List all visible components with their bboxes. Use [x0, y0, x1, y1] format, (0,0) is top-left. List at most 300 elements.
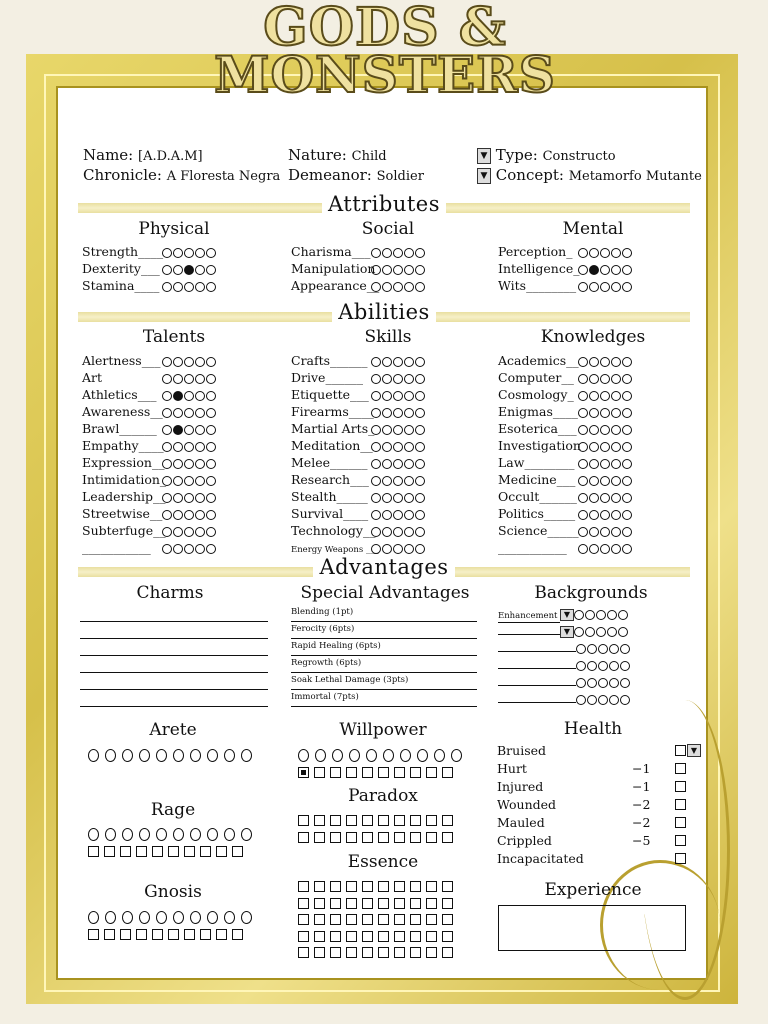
rating-dot[interactable] [393, 476, 403, 486]
rating-dot[interactable] [618, 627, 628, 637]
rating-dot[interactable] [618, 610, 628, 620]
tracker-box[interactable] [136, 846, 147, 857]
essence-box[interactable] [410, 931, 421, 942]
rating-dot[interactable] [589, 544, 599, 554]
rating-dot[interactable] [611, 374, 621, 384]
trait-dots[interactable] [371, 438, 426, 453]
essence-box[interactable] [426, 898, 437, 909]
arete-dots[interactable] [88, 745, 258, 764]
concept-dropdown-button[interactable]: ▼ [477, 168, 491, 184]
rating-dot[interactable] [578, 265, 588, 275]
rating-dot[interactable] [207, 749, 218, 762]
rating-dot[interactable] [596, 610, 606, 620]
name-field[interactable]: [A.D.A.M] [138, 149, 203, 164]
rating-dot[interactable] [589, 265, 599, 275]
rating-dot[interactable] [184, 442, 194, 452]
rating-dot[interactable] [162, 425, 172, 435]
essence-box[interactable] [314, 881, 325, 892]
rating-dot[interactable] [620, 661, 630, 671]
rating-dot[interactable] [184, 459, 194, 469]
essence-box[interactable] [394, 881, 405, 892]
rating-dot[interactable] [371, 459, 381, 469]
rating-dot[interactable] [607, 627, 617, 637]
rating-dot[interactable] [173, 527, 183, 537]
rating-dot[interactable] [382, 459, 392, 469]
rating-dot[interactable] [315, 749, 326, 762]
essence-box[interactable] [362, 931, 373, 942]
rating-dot[interactable] [184, 391, 194, 401]
trait-dots[interactable] [578, 472, 633, 487]
paradox-box[interactable] [314, 832, 325, 843]
rating-dot[interactable] [611, 442, 621, 452]
rating-dot[interactable] [371, 265, 381, 275]
rating-dot[interactable] [404, 493, 414, 503]
tracker-box[interactable] [104, 846, 115, 857]
rating-dot[interactable] [371, 282, 381, 292]
special-advantage-line[interactable]: Ferocity (6pts) [291, 622, 477, 639]
rating-dot[interactable] [156, 828, 167, 841]
rating-dot[interactable] [622, 544, 632, 554]
rating-dot[interactable] [600, 374, 610, 384]
rating-dot[interactable] [139, 828, 150, 841]
rating-dot[interactable] [371, 493, 381, 503]
essence-box[interactable] [298, 914, 309, 925]
rating-dot[interactable] [400, 749, 411, 762]
rating-dot[interactable] [371, 476, 381, 486]
rating-dot[interactable] [206, 391, 216, 401]
tracker-box[interactable] [200, 929, 211, 940]
rating-dot[interactable] [241, 749, 252, 762]
tracker-box[interactable] [168, 846, 179, 857]
paradox-box[interactable] [346, 832, 357, 843]
trait-dots[interactable] [578, 455, 633, 470]
rating-dot[interactable] [184, 357, 194, 367]
paradox-box[interactable] [314, 815, 325, 826]
rating-dot[interactable] [622, 265, 632, 275]
trait-dots[interactable] [371, 353, 426, 368]
rating-dot[interactable] [184, 527, 194, 537]
rating-dot[interactable] [622, 391, 632, 401]
rating-dot[interactable] [184, 265, 194, 275]
rating-dot[interactable] [596, 627, 606, 637]
rating-dot[interactable] [156, 749, 167, 762]
rating-dot[interactable] [195, 265, 205, 275]
essence-box[interactable] [314, 931, 325, 942]
rating-dot[interactable] [173, 265, 183, 275]
trait-dots[interactable] [371, 370, 426, 385]
rating-dot[interactable] [415, 282, 425, 292]
trait-dots[interactable] [162, 278, 217, 293]
tracker-box[interactable] [346, 767, 357, 778]
rating-dot[interactable] [224, 828, 235, 841]
tracker-box[interactable] [442, 767, 453, 778]
rating-dot[interactable] [382, 425, 392, 435]
rating-dot[interactable] [195, 282, 205, 292]
rating-dot[interactable] [393, 527, 403, 537]
rating-dot[interactable] [451, 749, 462, 762]
essence-box[interactable] [298, 947, 309, 958]
rating-dot[interactable] [611, 544, 621, 554]
rating-dot[interactable] [622, 493, 632, 503]
rating-dot[interactable] [382, 510, 392, 520]
rating-dot[interactable] [206, 248, 216, 258]
essence-box[interactable] [426, 931, 437, 942]
trait-dots[interactable] [162, 244, 217, 259]
essence-box[interactable] [298, 931, 309, 942]
rating-dot[interactable] [576, 678, 586, 688]
rating-dot[interactable] [393, 408, 403, 418]
background-label[interactable] [498, 622, 560, 635]
essence-box[interactable] [314, 898, 325, 909]
tracker-box[interactable] [232, 929, 243, 940]
rating-dot[interactable] [184, 510, 194, 520]
rating-dot[interactable] [122, 828, 133, 841]
rating-dot[interactable] [139, 749, 150, 762]
rating-dot[interactable] [404, 442, 414, 452]
rating-dot[interactable] [393, 357, 403, 367]
trait-dots[interactable] [578, 353, 633, 368]
rating-dot[interactable] [393, 265, 403, 275]
trait-dots[interactable] [578, 523, 633, 538]
concept-field[interactable]: Metamorfo Mutante [568, 169, 702, 184]
rating-dot[interactable] [589, 357, 599, 367]
trait-dots[interactable] [578, 438, 633, 453]
rating-dot[interactable] [349, 749, 360, 762]
demeanor-field[interactable]: Soldier [376, 169, 424, 184]
rating-dot[interactable] [184, 493, 194, 503]
tracker-box[interactable] [168, 929, 179, 940]
tracker-box[interactable] [104, 929, 115, 940]
tracker-box[interactable] [378, 767, 389, 778]
rating-dot[interactable] [404, 425, 414, 435]
rating-dot[interactable] [620, 644, 630, 654]
rating-dot[interactable] [393, 544, 403, 554]
rating-dot[interactable] [585, 610, 595, 620]
rating-dot[interactable] [611, 476, 621, 486]
background-label[interactable] [498, 639, 576, 652]
rating-dot[interactable] [600, 248, 610, 258]
rating-dot[interactable] [589, 493, 599, 503]
rating-dot[interactable] [578, 391, 588, 401]
rating-dot[interactable] [589, 282, 599, 292]
rating-dot[interactable] [404, 357, 414, 367]
trait-dots[interactable] [162, 489, 217, 504]
rating-dot[interactable] [415, 357, 425, 367]
trait-dots[interactable] [162, 506, 217, 521]
rating-dot[interactable] [622, 248, 632, 258]
essence-box[interactable] [298, 898, 309, 909]
rating-dot[interactable] [578, 493, 588, 503]
rating-dot[interactable] [382, 408, 392, 418]
paradox-box[interactable] [298, 832, 309, 843]
rating-dot[interactable] [184, 425, 194, 435]
rating-dot[interactable] [404, 527, 414, 537]
essence-box[interactable] [346, 898, 357, 909]
rating-dot[interactable] [162, 527, 172, 537]
background-dots[interactable] [576, 657, 631, 672]
essence-box[interactable] [442, 947, 453, 958]
rating-dot[interactable] [622, 425, 632, 435]
paradox-box[interactable] [298, 815, 309, 826]
tracker-box[interactable] [330, 767, 341, 778]
rating-dot[interactable] [600, 527, 610, 537]
essence-box[interactable] [314, 914, 325, 925]
rating-dot[interactable] [611, 425, 621, 435]
rating-dot[interactable] [195, 408, 205, 418]
rating-dot[interactable] [195, 374, 205, 384]
background-label[interactable] [498, 690, 576, 703]
rating-dot[interactable] [206, 442, 216, 452]
special-advantage-line[interactable]: Immortal (7pts) [291, 690, 477, 707]
paradox-box[interactable] [426, 832, 437, 843]
trait-dots[interactable] [371, 261, 426, 276]
trait-dots[interactable] [371, 421, 426, 436]
rating-dot[interactable] [184, 282, 194, 292]
rating-dot[interactable] [609, 695, 619, 705]
rating-dot[interactable] [298, 749, 309, 762]
rating-dot[interactable] [173, 282, 183, 292]
rating-dot[interactable] [162, 442, 172, 452]
rating-dot[interactable] [162, 544, 172, 554]
rating-dot[interactable] [190, 749, 201, 762]
essence-box[interactable] [298, 881, 309, 892]
rating-dot[interactable] [415, 510, 425, 520]
rating-dot[interactable] [206, 374, 216, 384]
rating-dot[interactable] [415, 391, 425, 401]
rating-dot[interactable] [371, 374, 381, 384]
essence-box[interactable] [410, 898, 421, 909]
rating-dot[interactable] [371, 544, 381, 554]
rating-dot[interactable] [173, 357, 183, 367]
rating-dot[interactable] [576, 695, 586, 705]
rating-dot[interactable] [122, 749, 133, 762]
rating-dot[interactable] [382, 527, 392, 537]
trait-dots[interactable] [162, 387, 217, 402]
rating-dot[interactable] [173, 828, 184, 841]
rating-dot[interactable] [122, 911, 133, 924]
rating-dot[interactable] [241, 911, 252, 924]
trait-dots[interactable] [371, 387, 426, 402]
willpower-boxes[interactable] [298, 762, 458, 781]
essence-box[interactable] [410, 881, 421, 892]
paradox-box[interactable] [426, 815, 437, 826]
rating-dot[interactable] [195, 391, 205, 401]
rating-dot[interactable] [382, 544, 392, 554]
rating-dot[interactable] [622, 374, 632, 384]
rating-dot[interactable] [589, 476, 599, 486]
trait-dots[interactable] [162, 261, 217, 276]
rating-dot[interactable] [184, 374, 194, 384]
rating-dot[interactable] [88, 911, 99, 924]
tracker-box[interactable] [410, 767, 421, 778]
trait-dots[interactable] [371, 489, 426, 504]
rating-dot[interactable] [206, 425, 216, 435]
rating-dot[interactable] [622, 357, 632, 367]
paradox-box[interactable] [346, 815, 357, 826]
charm-line[interactable] [80, 656, 268, 673]
rating-dot[interactable] [404, 408, 414, 418]
health-box[interactable] [675, 745, 686, 756]
rating-dot[interactable] [620, 695, 630, 705]
trait-dots[interactable] [578, 244, 633, 259]
essence-box[interactable] [330, 898, 341, 909]
type-dropdown-button[interactable]: ▼ [477, 148, 491, 164]
trait-dots[interactable] [578, 261, 633, 276]
rating-dot[interactable] [371, 391, 381, 401]
tracker-box[interactable] [88, 929, 99, 940]
paradox-box[interactable] [442, 832, 453, 843]
rating-dot[interactable] [622, 476, 632, 486]
rating-dot[interactable] [600, 391, 610, 401]
tracker-box[interactable] [200, 846, 211, 857]
gnosis-boxes[interactable] [88, 924, 248, 943]
rating-dot[interactable] [173, 911, 184, 924]
rating-dot[interactable] [195, 527, 205, 537]
essence-box[interactable] [346, 914, 357, 925]
rating-dot[interactable] [415, 459, 425, 469]
rating-dot[interactable] [576, 661, 586, 671]
rating-dot[interactable] [600, 493, 610, 503]
rating-dot[interactable] [600, 265, 610, 275]
rating-dot[interactable] [88, 749, 99, 762]
rating-dot[interactable] [600, 476, 610, 486]
rating-dot[interactable] [585, 627, 595, 637]
rating-dot[interactable] [589, 527, 599, 537]
rating-dot[interactable] [589, 408, 599, 418]
rating-dot[interactable] [574, 627, 584, 637]
rating-dot[interactable] [241, 828, 252, 841]
rating-dot[interactable] [190, 911, 201, 924]
rating-dot[interactable] [184, 248, 194, 258]
rating-dot[interactable] [622, 459, 632, 469]
tracker-box[interactable] [184, 846, 195, 857]
paradox-box[interactable] [362, 815, 373, 826]
rating-dot[interactable] [578, 527, 588, 537]
rating-dot[interactable] [415, 476, 425, 486]
rating-dot[interactable] [207, 911, 218, 924]
rating-dot[interactable] [224, 911, 235, 924]
rating-dot[interactable] [404, 391, 414, 401]
trait-dots[interactable] [371, 506, 426, 521]
rating-dot[interactable] [393, 459, 403, 469]
rating-dot[interactable] [600, 544, 610, 554]
essence-box[interactable] [314, 947, 325, 958]
essence-box[interactable] [378, 914, 389, 925]
rating-dot[interactable] [393, 442, 403, 452]
rating-dot[interactable] [417, 749, 428, 762]
rating-dot[interactable] [195, 493, 205, 503]
special-advantage-line[interactable]: Rapid Healing (6pts) [291, 639, 477, 656]
rating-dot[interactable] [382, 357, 392, 367]
charm-line[interactable] [80, 639, 268, 656]
special-advantage-line[interactable]: Blending (1pt) [291, 605, 477, 622]
rating-dot[interactable] [190, 828, 201, 841]
essence-box[interactable] [362, 947, 373, 958]
tracker-box[interactable] [426, 767, 437, 778]
essence-box[interactable] [330, 931, 341, 942]
rating-dot[interactable] [587, 678, 597, 688]
rating-dot[interactable] [404, 265, 414, 275]
rating-dot[interactable] [587, 661, 597, 671]
rating-dot[interactable] [393, 248, 403, 258]
rating-dot[interactable] [578, 248, 588, 258]
rating-dot[interactable] [162, 476, 172, 486]
essence-box[interactable] [378, 931, 389, 942]
rating-dot[interactable] [207, 828, 218, 841]
rating-dot[interactable] [195, 248, 205, 258]
rating-dot[interactable] [576, 644, 586, 654]
tracker-box[interactable] [120, 929, 131, 940]
rating-dot[interactable] [578, 408, 588, 418]
rating-dot[interactable] [578, 510, 588, 520]
health-box[interactable] [675, 835, 686, 846]
rating-dot[interactable] [589, 442, 599, 452]
tracker-box[interactable] [152, 846, 163, 857]
health-box[interactable] [675, 763, 686, 774]
rating-dot[interactable] [578, 374, 588, 384]
essence-box[interactable] [410, 947, 421, 958]
trait-dots[interactable] [578, 370, 633, 385]
charm-line[interactable] [80, 605, 268, 622]
rating-dot[interactable] [578, 459, 588, 469]
rating-dot[interactable] [404, 248, 414, 258]
health-dropdown-button[interactable]: ▼ [687, 744, 701, 757]
rating-dot[interactable] [371, 408, 381, 418]
special-advantage-line[interactable]: Regrowth (6pts) [291, 656, 477, 673]
rating-dot[interactable] [173, 425, 183, 435]
health-box[interactable] [675, 781, 686, 792]
background-label[interactable] [498, 656, 576, 669]
rating-dot[interactable] [609, 644, 619, 654]
rating-dot[interactable] [600, 442, 610, 452]
rating-dot[interactable] [162, 459, 172, 469]
rating-dot[interactable] [589, 425, 599, 435]
rating-dot[interactable] [173, 493, 183, 503]
rating-dot[interactable] [105, 749, 116, 762]
paradox-box[interactable] [330, 832, 341, 843]
rating-dot[interactable] [139, 911, 150, 924]
type-field[interactable]: Constructo [542, 149, 616, 164]
rating-dot[interactable] [587, 644, 597, 654]
essence-box[interactable] [426, 947, 437, 958]
rating-dot[interactable] [162, 493, 172, 503]
rating-dot[interactable] [415, 265, 425, 275]
trait-dots[interactable] [578, 489, 633, 504]
charm-line[interactable] [80, 622, 268, 639]
rating-dot[interactable] [383, 749, 394, 762]
paradox-box[interactable] [378, 815, 389, 826]
rating-dot[interactable] [578, 425, 588, 435]
essence-box[interactable] [394, 898, 405, 909]
rating-dot[interactable] [600, 459, 610, 469]
rating-dot[interactable] [195, 442, 205, 452]
background-dropdown-button[interactable]: ▼ [560, 626, 574, 638]
rating-dot[interactable] [382, 442, 392, 452]
rating-dot[interactable] [622, 510, 632, 520]
rating-dot[interactable] [589, 391, 599, 401]
trait-dots[interactable] [162, 455, 217, 470]
rating-dot[interactable] [415, 408, 425, 418]
tracker-box[interactable] [314, 767, 325, 778]
rating-dot[interactable] [404, 459, 414, 469]
rating-dot[interactable] [366, 749, 377, 762]
rating-dot[interactable] [173, 391, 183, 401]
rating-dot[interactable] [600, 510, 610, 520]
tracker-box[interactable] [298, 767, 309, 778]
rating-dot[interactable] [195, 459, 205, 469]
rating-dot[interactable] [195, 357, 205, 367]
essence-box[interactable] [330, 914, 341, 925]
